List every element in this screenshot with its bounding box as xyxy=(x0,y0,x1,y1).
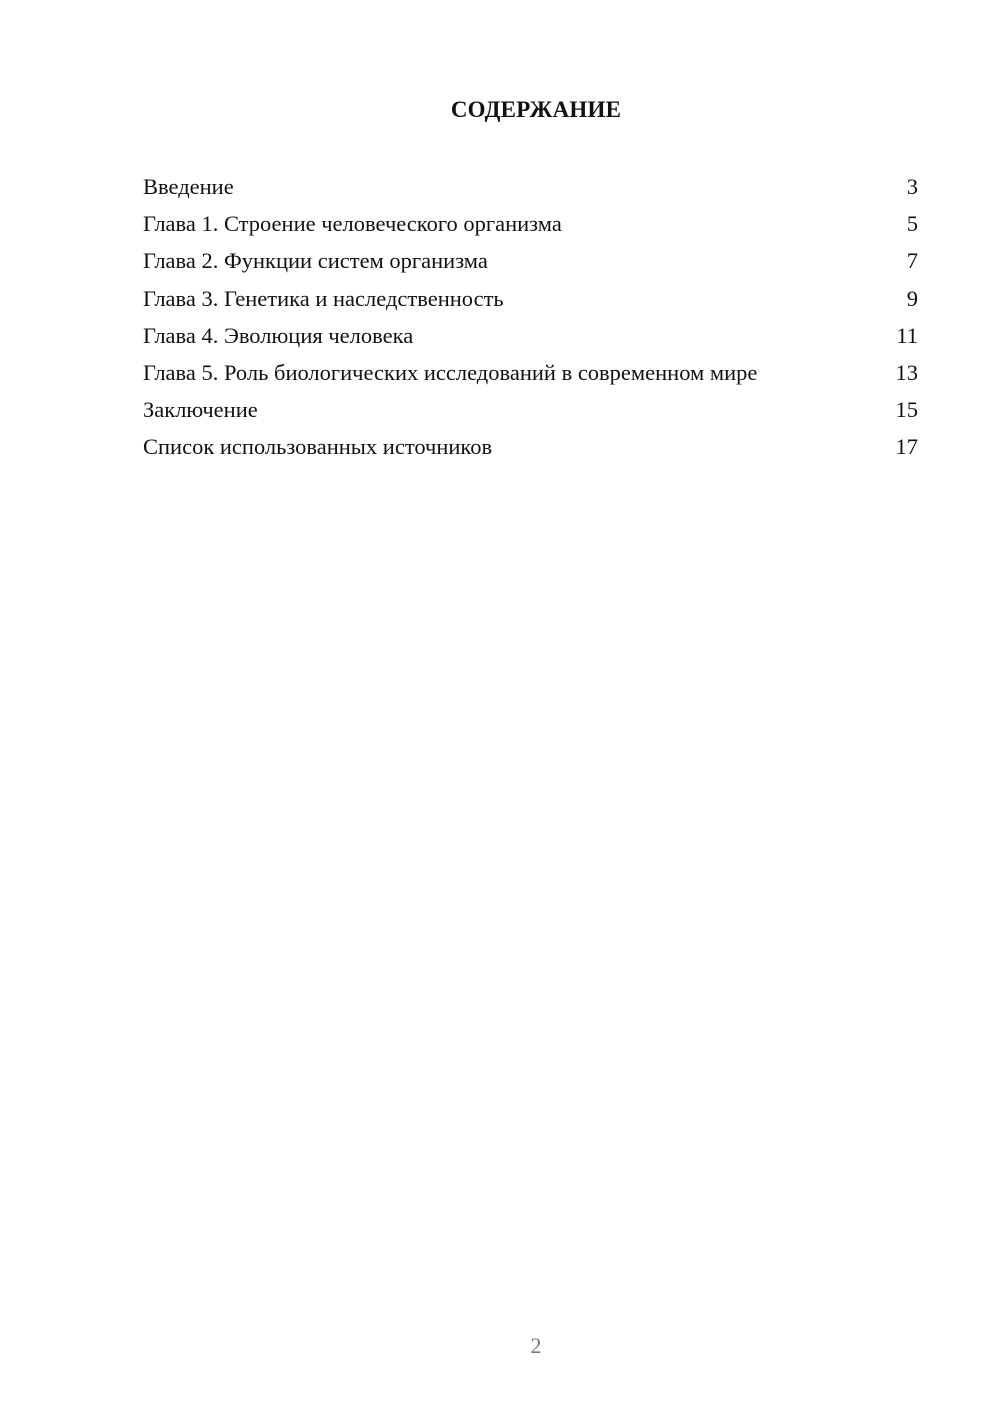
toc-entry-page: 11 xyxy=(896,322,918,348)
toc-entry-chapter-3 xyxy=(143,280,918,317)
toc-entry-title: Список использованных источников xyxy=(143,434,493,460)
toc-entry-page: 15 xyxy=(895,397,918,423)
toc-entry-page: 13 xyxy=(895,359,918,385)
toc-entry-references xyxy=(143,428,918,465)
toc-entry-conclusion xyxy=(143,391,918,428)
toc-entry-title: Глава 1. Строение человеческого организма xyxy=(143,211,562,237)
toc-heading: СОДЕРЖАНИЕ xyxy=(450,97,622,122)
toc-entry-page: 3 xyxy=(906,174,918,199)
toc-entry-title: Глава 4. Эволюция человека xyxy=(143,322,414,348)
toc-entry-chapter-2 xyxy=(143,242,918,279)
toc-entry-chapter-4 xyxy=(143,317,918,354)
toc-entry-chapter-1 xyxy=(143,205,918,242)
toc-entry-title: Заключение xyxy=(143,397,258,423)
toc-entry-page: 17 xyxy=(895,434,918,460)
toc-entry-page: 9 xyxy=(906,285,918,311)
toc-entry-introduction xyxy=(143,168,918,205)
toc-entry-page: 5 xyxy=(906,211,918,237)
page-number: 2 xyxy=(530,1333,542,1358)
toc-entry-title: Введение xyxy=(143,174,234,199)
toc-entry-title: Глава 3. Генетика и наследственность xyxy=(143,285,504,311)
toc-entry-page: 7 xyxy=(906,248,918,274)
table-of-contents xyxy=(143,168,918,466)
toc-entry-chapter-5 xyxy=(143,354,918,391)
toc-entry-title: Глава 2. Функции систем организма xyxy=(143,248,488,274)
toc-entry-title: Глава 5. Роль биологических исследований в современном мире xyxy=(143,359,758,385)
